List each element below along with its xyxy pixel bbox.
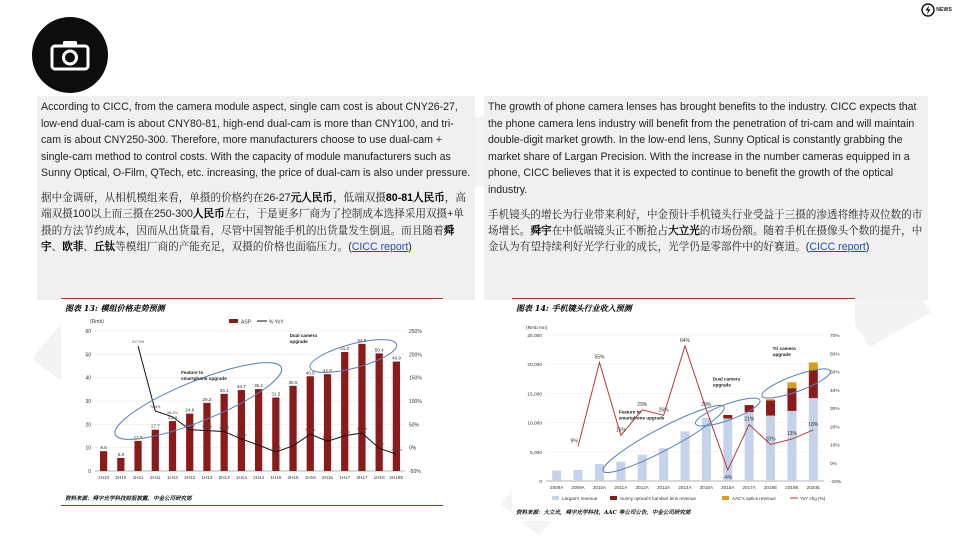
yoy-point-label: -14.0% [390,448,403,453]
largan-bar [552,470,561,481]
figure-13 [61,298,443,506]
legend-label: Sunny optical's handset lens revenue [620,496,696,501]
x-tick-label: 2020E [806,485,820,490]
largan-bar [616,462,625,481]
annotation-feature-upgrade: smartphone upgrade [618,415,665,421]
lightning-icon [921,3,935,17]
asp-bar-label: 31.5 [271,391,281,397]
legend-swatch [722,496,729,500]
x-tick-label: 2013A [656,485,671,490]
y2-tick-label: 60% [830,352,840,358]
asp-bar-label: 41.5 [323,368,332,374]
x-tick-label: 1H12 [167,475,178,480]
asp-bar [134,441,141,471]
yoy-point-label: 29% [637,401,648,408]
x-tick-label: 1H14 [235,475,247,480]
y-tick-label: 10 [85,445,91,452]
y2-tick-label: 50% [409,422,420,429]
figure14-unit: (Rmb mn) [526,326,548,331]
legend-label: Largan's revenue [562,496,598,501]
y2-tick-label: 70% [830,334,840,339]
sunny-bar [723,415,732,419]
yoy-point-label: 9% [570,438,578,445]
y2-tick-label: -10% [830,480,842,485]
asp-bar [169,421,176,471]
y2-tick-label: 250% [409,329,422,335]
y-tick-label: 30 [85,399,91,405]
asp-bar [376,353,383,471]
largan-bar [595,464,604,481]
figure13-source: 资料来源：舜宇光学科技财报披露，中金公司研究部 [65,496,192,502]
yoy-point-label: 3.9% [288,439,298,444]
asp-bar-label: 54.5 [357,337,367,343]
yoy-point-label: 34.6% [219,425,230,430]
yoy-point-label: 26% [658,407,669,414]
figure13-legend-line: % YoY [269,319,284,326]
news-logo [921,3,952,17]
x-tick-label: 2015A [699,485,714,490]
asp-bar-label: 21.4 [168,415,177,421]
x-tick-label: 2H12 [184,475,196,480]
y-tick-label: 0 [539,480,542,485]
y-tick-label: 0 [88,469,91,475]
y2-tick-label: -50% [409,469,421,475]
yoy-point-label: 21% [744,416,755,423]
x-tick-label: 2014A [678,485,692,490]
yoy-point-label: 217.9% [131,339,145,344]
y-tick-label: 25,000 [527,334,542,339]
asp-bar-label: 29.2 [202,396,212,402]
x-tick-label: 2H13 [218,475,230,480]
largan-bar [809,398,818,481]
y-tick-label: 50 [85,352,91,359]
yoy-point-label: -4% [723,475,733,482]
largan-bar [638,455,647,481]
asp-bar [203,403,210,471]
yoy-point-label: 64% [679,337,691,344]
asp-bar-label: 24.6 [185,407,195,413]
yoy-point-label: 36.6% [201,424,213,429]
yoy-point-label: 31.5% [356,426,368,431]
asp-bar-label: 33.1 [219,387,229,393]
x-tick-label: 2H10 [115,475,127,480]
asp-bar [100,451,107,471]
legend-label: YoY chg (%) [800,496,826,501]
aac-bar [766,399,775,400]
y-tick-label: 20,000 [527,363,542,369]
asp-bar [393,362,400,471]
figure13-legend-bar: ASP [241,319,252,326]
x-tick-label: 2009A [571,485,585,490]
yoy-point-label: -9.2% [271,445,281,450]
x-tick-label: 2H11 [149,475,161,480]
x-tick-label: 2016A [721,485,735,490]
asp-bar-label: 46.9 [391,355,401,361]
yoy-point-label: 13.7% [322,435,333,440]
asp-bar [255,389,262,471]
x-tick-label: 1H15 [270,475,282,480]
asp-bar [117,458,124,471]
x-tick-label: 1H16 [304,475,316,480]
x-tick-label: 2012A [635,485,649,490]
annotation-tri-upgrade: Tri camera [772,346,796,352]
module-price-chart [61,299,443,505]
y-tick-label: 15,000 [527,392,542,398]
y2-tick-label: 50% [830,370,840,376]
y2-tick-label: 200% [409,352,422,359]
figure13-unit: (Rmb) [90,319,104,325]
aac-bar [809,362,818,370]
sunny-bar [766,400,775,415]
y-tick-label: 5,000 [529,450,542,456]
x-tick-label: 2H16 [322,475,333,480]
asp-bar-label: 40.6 [305,370,315,376]
y-tick-label: 20 [85,422,91,429]
annotation-dual-upgrade: upgrade [289,339,308,344]
yoy-point-label: 78.6% [150,404,161,409]
x-tick-label: 1H17 [339,475,351,480]
annotation-tri-upgrade: upgrade [772,352,791,358]
x-tick-label: 1H13 [201,475,213,480]
y2-tick-label: 100% [409,399,422,405]
asp-bar-label: 34.7 [236,384,246,390]
y2-tick-label: 0% [830,461,837,467]
asp-bar [289,386,296,471]
asp-bar [186,414,193,471]
x-tick-label: 1H10 [98,475,110,480]
annotation-feature-upgrade: Feature to [181,370,204,375]
x-tick-label: 2011A [614,485,628,490]
legend-swatch [610,496,617,500]
largan-bar [766,416,775,481]
annotation-feature-upgrade: Feature to [618,409,641,415]
x-tick-label: 2008A [550,485,564,490]
yoy-point-label: 15% [615,427,626,434]
asp-bar-label: 17.7 [150,423,160,429]
yoy-point-label: 10% [765,436,776,443]
upgrade-ellipse [307,333,400,379]
largan-bar [574,470,583,481]
figure14-source: 资料来源：大立光，舜宇光学科技，AAC 等公司公告，中金公司研究部 [516,510,691,516]
yoy-point-label: 66.2% [167,410,178,415]
x-tick-label: 1H18 [373,475,385,480]
right-english-paragraph: The growth of phone camera lenses has brought benefits to the industry. CICC expects that the phone camera lens industry will benefit from the penetration of tri-cam and will maintain double-digit market growth. In the low-end lens, Sunny Optical is constantly grabbing the market share of Largan Precision. With the increase in the number cameras equipped in a phone, CICC believes that it is expected to continue to benefit the growth of the optical industry. [488,101,917,196]
largan-bar [723,419,732,481]
y2-tick-label: 30% [830,407,840,412]
y2-tick-label: 20% [830,425,840,431]
legend-swatch [552,496,559,500]
cicc-report-link-right[interactable]: CICC report [809,241,866,254]
yoy-line [578,346,813,470]
yoy-point-label: 18.7% [236,432,247,437]
legend-label: AAC's optics revenue [732,496,776,501]
y2-tick-label: 0% [409,445,417,452]
yoy-point-label: 25.5% [339,429,350,434]
annotation-dual-upgrade: Dual camera [712,376,741,382]
asp-bar-label: 51.0 [340,346,350,351]
sunny-bar [809,370,818,398]
asp-bar-label: 12.9 [133,434,143,440]
annotation-dual-upgrade: Dual camera [289,333,317,338]
figure13-legend-bar-swatch [229,319,238,323]
cicc-report-link-left[interactable]: CICC report [351,241,409,254]
left-text-panel [37,96,475,300]
asp-bar-label: 8.5 [100,445,107,451]
asp-bar [272,398,279,472]
y2-tick-label: 40% [830,388,840,394]
figure14-title: 图表 14: 手机镜头行业收入预测 [516,303,632,313]
figure13-title: 图表 13: 模组价格走势预测 [65,303,165,313]
x-tick-label: 2H18E [389,475,404,480]
x-tick-label: 1H11 [132,475,144,480]
largan-bar [681,431,690,481]
asp-bar-label: 50.4 [374,347,384,353]
yoy-point-label: 5.5% [254,439,263,444]
x-tick-label: 2H14 [253,475,265,480]
y-tick-label: 10,000 [527,421,542,427]
asp-bar-label: 5.6 [117,451,125,457]
sunny-bar [787,388,796,411]
left-chinese-paragraph: 据中金调研，从相机模组来看，单摄的价格约在26-27元人民币，低端双摄80-81人民币，高端双摄100以上而三摄在250-300人民币左右，于是更多厂商为了控制成本选择采用双摄+单摄的方法节约成本，因而从出货量看，尽管中国智能手机的出货量发生倒退。而且随着舜宇、欧菲、丘钛等模组厂商的产能充足，双摄的价格也面临压力。(CICC report) [41,191,466,254]
y2-tick-label: 150% [409,375,422,382]
right-chinese-paragraph: 手机镜头的增长为行业带来利好，中金预计手机镜头行业受益于三摄的渗透将维持双位数的市场增长。舜宇在中低端镜头正不断抢占大立光的市场份额。随着手机在摄像头个数的提升，中金认为有望持续利好光学行业的成长，光学仍是零部件中的好赛道。(CICC report) [488,208,923,254]
right-text-panel [484,96,928,300]
largan-bar [787,411,796,481]
aac-bar [787,382,796,388]
y-tick-label: 40 [85,375,91,382]
figure-14 [512,298,855,521]
yoy-point-label: 38.6% [184,423,195,428]
y-tick-label: 60 [85,329,91,335]
x-tick-label: 2018E [763,485,778,490]
lens-revenue-chart [512,299,855,521]
x-tick-label: 2019E [785,485,799,490]
logo-text: NEWS [936,7,952,13]
camera-icon [32,17,108,93]
asp-bar [358,344,365,471]
asp-bar-label: 35.1 [254,383,264,389]
yoy-point-label: 13% [786,431,797,438]
yoy-point-label: 18% [808,421,819,428]
x-tick-label: 2017A [742,485,756,490]
left-english-paragraph: According to CICC, from the camera module aspect, single cam cost is about CNY26-27, low-end dual-cam is about CNY80-81, high-end dual-cam is more than CNY100, and tri-cam is about CNY250-300. Therefore, more manufacturers choose to use dual-cam + single-cam method to control costs. With the capacity of module manufacturers such as Sunny Optical, O-Film, QTech, etc. increasing, the price of dual-cam is also under pressure. [41,101,471,180]
y2-tick-label: 10% [830,443,840,449]
x-tick-label: 2H17 [356,475,368,480]
yoy-point-label: 29% [701,401,712,408]
asp-bar-label: 36.5 [288,379,298,385]
x-tick-label: 2010A [592,485,607,490]
x-tick-label: 2H15 [287,475,299,480]
yoy-point-label: -1.2% [374,442,384,447]
yoy-point-label: 28.9% [305,428,316,433]
asp-bar [307,376,314,471]
annotation-dual-upgrade: upgrade [712,382,731,388]
asp-bar [324,374,331,471]
yoy-point-label: 55% [594,354,605,361]
annotation-feature-upgrade: smartphone upgrade [181,376,227,381]
